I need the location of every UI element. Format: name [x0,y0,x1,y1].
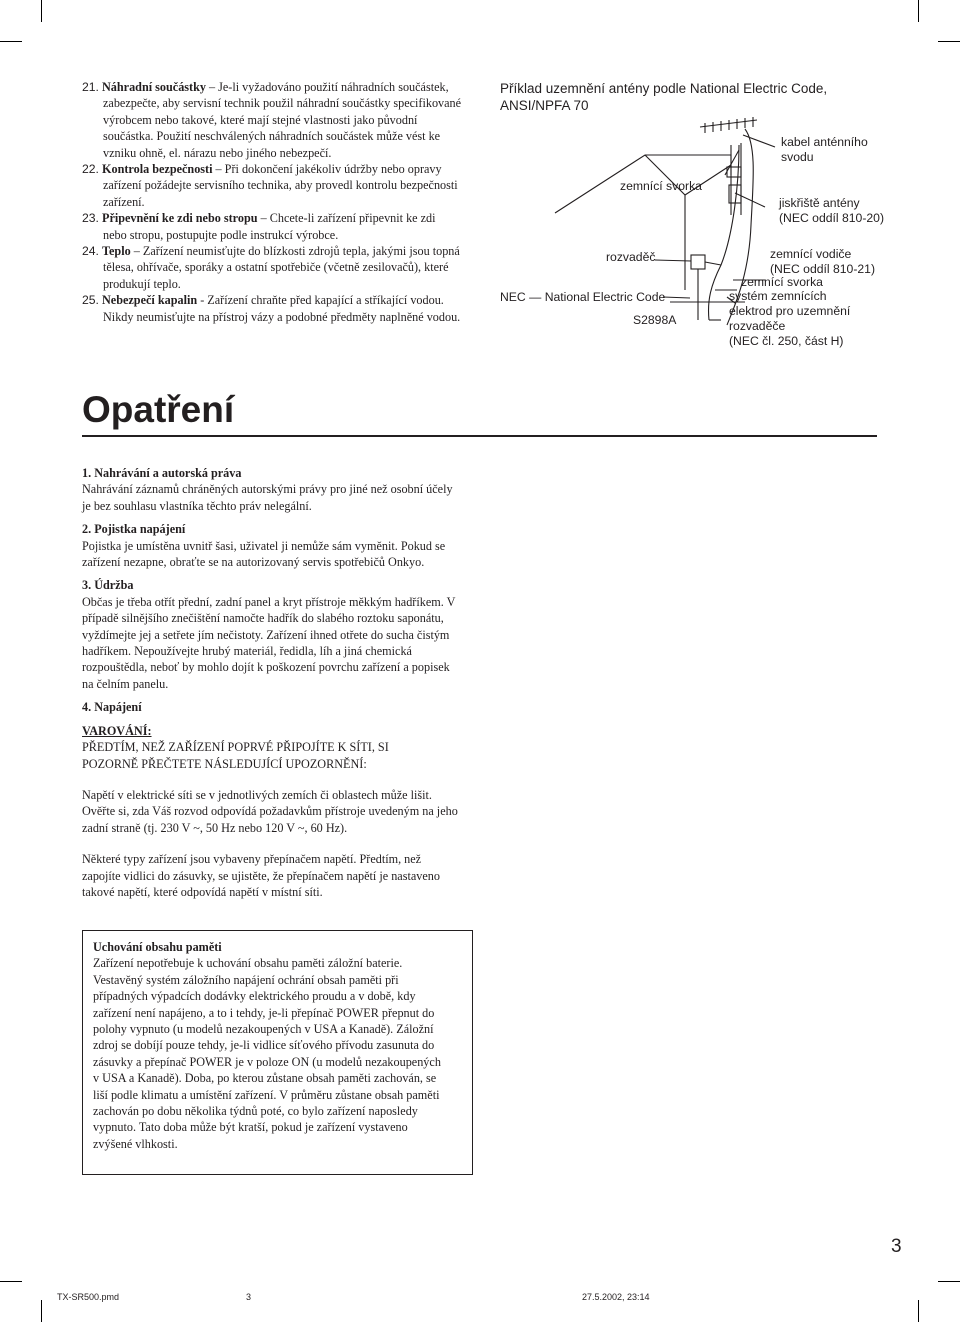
crop-mark [41,1300,42,1322]
section-maintenance: 3. Údržba Občas je třeba otřít přední, zadní panel a kryt přístroje měkkým hadříkem. V případě silnějšího znečištění namočte hadřík do slabého roztoku saponátu, vyždímejte jej a setřete jím nečistoty. Zařízení ihned otřete do sucha čistým hadříkem. Nepoužívejte hrubý materiál, ředidla, líh a jiná chemická rozpouštědla, neboť by mohlo dojít k poškození povrchu zařízení a popisek na čelním panelu. [82,578,456,691]
section-recording: 1. Nahrávání a autorská práva Nahrávání záznamů chráněných autorskými právy pro jiné než osobní účely je bez souhlasu vlastníka těchto práv nelegální. [82,466,453,513]
label-ground-clamp-bottom: zemnící svorka [741,275,823,289]
label-electrode-system: systém zemnících elektrod pro uzemnění rozvaděče (NEC čl. 250, část H) [729,289,851,348]
label-service-box: rozvaděč [606,250,656,264]
heading-rule [82,435,877,437]
safety-item-25: 25. Nebezpečí kapalin - Zařízení chraňte před kapající a stříkající vodou. Nikdy neumisťujte na přístroj vázy a podobné předměty naplněné vodou. [82,293,461,324]
memory-note-box: Uchování obsahu paměti Zařízení nepotřebuje k uchování obsahu paměti záložní baterie. Vestavěný systém záložního napájení ochrání obsah paměti při případných výpadcích dodávky elektrického proudu a v době, kdy zařízení není napájeno, a to i tehdy, je-li přepínač POWER přepnut do polohy vypnuto (u modelů nezakoupených v USA a Kanadě). Záložní zdroj se dobíjí pouze tehdy, je-li vidlice síťového přívodu zasunuta do zásuvky a přepínač POWER je v poloze ON (u modelů nezakoupených v USA a Kanadě). Doba, po kterou zůstane obsah paměti zachován, se liší podle klimatu a umístění zařízení. V průměru zůstane obsah paměti zachován po dobu několika týdnů poté, co bylo zařízení naposledy vypnuto. Tato doba může být kratší, pokud je zařízení vystaveno zvýšené vlhkosti. [82,930,473,1175]
label-figure-code: S2898A [633,313,677,327]
section-power: 4. Napájení [82,700,142,715]
label-ground-conductors: zemnící vodiče (NEC oddíl 810-21) [770,247,875,276]
label-discharge-unit: jiskřiště antény (NEC oddíl 810-20) [779,196,884,225]
power-para-1: Napětí v elektrické síti se v jednotlivých zemích či oblastech může lišit. Ověřte si, zda Váš rozvod odpovídá požadavkům přístroje uvedeným na jeho zadní straně (tj. 230 V ~, 50 Hz nebo 120 V ~, 60 Hz). [82,787,458,835]
power-para-2: Některé typy zařízení jsou vybaveny přepínačem napětí. Předtím, než zapojíte vidlici do zásuvky, se ujistěte, že přepínačem napětí je nastaveno takové napětí, které odpovídá napětí v místní síti. [82,852,440,899]
safety-list [82,79,462,325]
safety-item-21: 21. Náhradní součástky – Je-li vyžadováno použití náhradních součástek, zabezpečte, aby servisní technik použil náhradní součástky specifikované výrobcem nebo takové, které mají stejné vlastnosti jako původní součástka. Použití neschválených náhradních součástek může vést ke vzniku ohně, el. nárazu nebo jiného nebezpečí. [82,80,462,160]
safety-item-24: 24. Teplo – Zařízení neumisťujte do blízkosti zdrojů tepla, jakými jsou topná tělesa, ohřívače, sporáky a ostatní spotřebiče (včetně zesilovačů), které produkují teplo. [82,244,460,291]
service-box [691,255,705,269]
crop-mark [918,0,919,22]
label-ground-clamp-top: zemnící svorka [620,179,702,193]
footer-date: 27.5.2002, 23:14 [582,1292,650,1302]
crop-mark [0,1281,22,1282]
warning-block: VAROVÁNÍ: PŘEDTÍM, NEŽ ZAŘÍZENÍ POPRVÉ PŘIPOJÍTE K SÍTI, SI POZORNĚ PŘEČTETE NÁSLEDUJÍCÍ UPOZORNĚNÍ: [82,723,389,771]
section-fuse: 2. Pojistka napájení Pojistka je umístěna uvnitř šasi, uživatel ji nemůže sám vyměnit. Pokud se zařízení nezapne, obraťte se na autorizovaný servis spotřebičů Onkyo. [82,522,446,570]
crop-mark [0,41,22,42]
label-nec: NEC — National Electric Code [500,290,666,304]
footer-file: TX-SR500.pmd [57,1292,120,1302]
crop-mark [41,0,42,22]
diagram-title: Příklad uzemnění antény podle National Electric Code, ANSI/NPFA 70 [500,81,828,113]
safety-item-22: 22. Kontrola bezpečnosti – Při dokončení jakékoliv údržby nebo opravy zařízení požádejte servisního technika, aby provedl kontrolu bezpečnosti zařízení. [82,162,458,209]
house-gable [645,155,685,290]
crop-mark [938,1281,960,1282]
page-heading: Opatření [82,389,235,430]
crop-mark [918,1300,919,1322]
label-lead-in-cable: kabel anténního svodu [781,135,868,164]
footer-page: 3 [246,1292,252,1302]
safety-item-23: 23. Připevnění ke zdi nebo stropu – Chcete-li zařízení připevnit ke zdi nebo stropu, postupujte podle instrukcí výrobce. [82,211,436,242]
crop-mark [938,41,960,42]
precautions-body [82,465,462,900]
page-number: 3 [891,1236,902,1257]
